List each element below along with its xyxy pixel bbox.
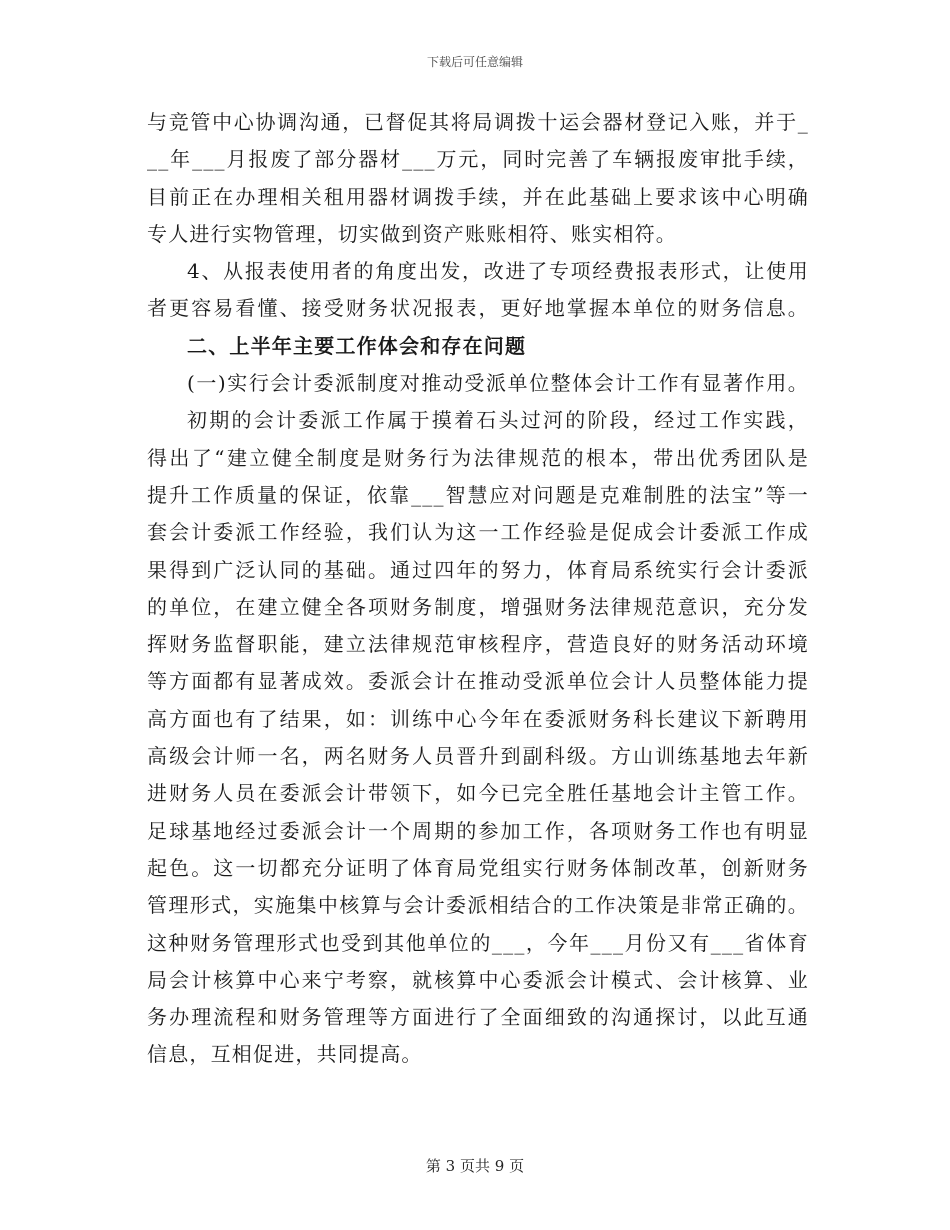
text-line: 挥财务监督职能，建立法律规范审核程序，营造良好的财务活动环境 xyxy=(147,632,809,657)
paragraph-start-line: 初期的会计委派工作属于摸着石头过河的阶段，经过工作实践， xyxy=(187,408,809,433)
text-line: 与竞管中心协调沟通，已督促其将局调拨十运会器材登记入账，并于_ xyxy=(147,110,809,134)
text-line: 的单位，在建立健全各项财务制度，增强财务法律规范意识，充分发 xyxy=(147,594,809,619)
text-line: 目前正在办理相关租用器材调拨手续，并在此基础上要求该中心明确 xyxy=(147,184,809,209)
text-line: 者更容易看懂、接受财务状况报表，更好地掌握本单位的财务信息。 xyxy=(147,296,809,321)
text-line: 足球基地经过委派会计一个周期的参加工作，各项财务工作也有明显 xyxy=(147,818,809,843)
text-line: 管理形式，实施集中核算与会计委派相结合的工作决策是非常正确的。 xyxy=(147,893,809,918)
text-line: 等方面都有显著成效。委派会计在推动受派单位会计人员整体能力提 xyxy=(147,669,809,694)
text-line: 提升工作质量的保证，依靠___智慧应对问题是克难制胜的法宝”等一 xyxy=(147,482,809,507)
text-line: 进财务人员在委派会计带领下，如今已完全胜任基地会计主管工作。 xyxy=(147,781,809,806)
subsection-heading: (一)实行会计委派制度对推动受派单位整体会计工作有显著作用。 xyxy=(187,371,809,396)
text-line: 高方面也有了结果，如：训练中心今年在委派财务科长建议下新聘用 xyxy=(147,706,809,731)
text-line: 专人进行实物管理，切实做到资产账账相符、账实相符。 xyxy=(147,221,677,246)
text-line: 起色。这一切都充分证明了体育局党组实行财务体制改革，创新财务 xyxy=(147,855,809,880)
text-line: 得出了“建立健全制度是财务行为法律规范的根本，带出优秀团队是 xyxy=(147,445,809,470)
page-header: 下载后可任意编辑 xyxy=(426,55,523,69)
text-line: 这种财务管理形式也受到其他单位的___，今年___月份又有___省体育 xyxy=(147,930,809,955)
text-line: 高级会计师一名，两名财务人员晋升到副科级。方山训练基地去年新 xyxy=(147,744,809,769)
section-heading: 二、上半年主要工作体会和存在问题 xyxy=(187,333,527,358)
text-line: 果得到广泛认同的基础。通过四年的努力，体育局系统实行会计委派 xyxy=(147,557,809,582)
text-line: 套会计委派工作经验，我们认为这一工作经验是促成会计委派工作成 xyxy=(147,520,809,545)
paragraph-start-line: 4、从报表使用者的角度出发，改进了专项经费报表形式，让使用 xyxy=(187,259,809,284)
text-line: 务办理流程和财务管理等方面进行了全面细致的沟通探讨，以此互通 xyxy=(147,1005,809,1030)
text-line: __年___月报废了部分器材___万元，同时完善了车辆报废审批手续， xyxy=(147,147,809,172)
document-body xyxy=(147,104,809,1074)
page-footer: 第 3 页共 9 页 xyxy=(425,1157,525,1175)
text-line: 局会计核算中心来宁考察，就核算中心委派会计模式、会计核算、业 xyxy=(147,967,809,992)
text-line: 信息，互相促进，共同提高。 xyxy=(147,1042,423,1067)
